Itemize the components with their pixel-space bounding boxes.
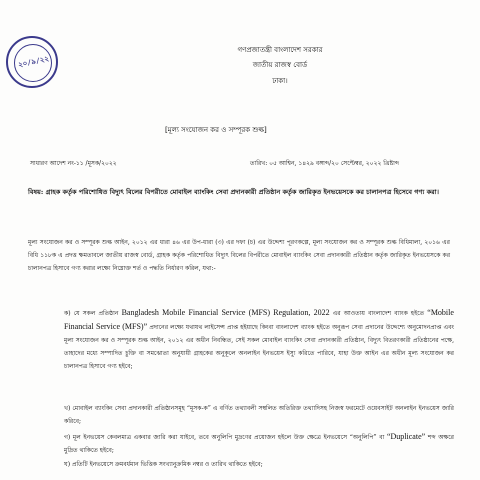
clause-ka: ক) যে সকল প্রতিষ্ঠান Bangladesh Mobile Financial Service (MFS) Regulation, 2022 এর আওতায় বাংলাদেশ ব্যাংক হইতে “Mobile Financial Service (MFS)” প্রদানের লক্ষ্যে যথাযথ লাইসেন্স প্রাপ্ত হইয়াছে কিংবা বাংলাদেশ ব্যাংক হইতে অনুরূপ সেবা প্রদানের উদ্দেশ্যে অনুমোদনপ্রাপ্ত এবং মূল্য সংযোজন কর ও সম্পূরক শুল্ক আইন, ২০১২ এর অধীন নিবন্ধিত, সেই সকল মোবাইল ব্যাংকিং সেবা প্রদানকারী প্রতিষ্ঠান, বিদ্যুৎ বিতরণকারী প্রতিষ্ঠানের পক্ষে, তাহাদের মধ্যে সম্পাদিত চুক্তি বা সমঝোতা অনুযায়ী গ্রাহকের অনুকূলে অনলাইন ইনভয়েস ইস্যু করিতে পারিবে, যাহা উক্ত আইন এর অধীন মূল্য সংযোজন কর চালানপত্র হিসাবে গণ্য হইবে; [64, 308, 454, 370]
subject-line [28, 186, 448, 198]
clause-marker: খ) [64, 405, 71, 412]
header-board: জাতীয় রাজস্ব বোর্ড [252, 61, 308, 69]
clause-marker: গ) [64, 434, 71, 441]
office-seal-stamp: ২০/৯/২২ [6, 36, 58, 88]
section-title: [মূল্য সংযোজন কর ও সম্পূরক শুল্ক] [165, 126, 267, 134]
subject-text: গ্রাহক কর্তৃক পরিশোধিত বিদ্যুৎ বিলের বিপরীতে মোবাইল ব্যাংকিং সেবা প্রদানকারী প্রতিষ্ঠান কর্তৃক জারিকৃত ইনভয়েসকে কর চালানপত্র হিসেবে গণ্য করা। [45, 188, 439, 196]
clause-marker: ক) [64, 310, 71, 317]
clause-gha: ঘ) প্রতিটি ইনভয়েসে ক্রমবর্ধমান ভিত্তিক সংখ্যানুক্রমিক নম্বর ও তারিখ থাকিতে হইবে; [64, 461, 263, 468]
clause-marker: ঘ) [64, 461, 71, 468]
clause-kha: খ) মোবাইল ব্যাংকিং সেবা প্রদানকারী প্রতিষ্ঠানসমূহ “মূসক-ক” এ বর্ণিত তথ্যাবলী সম্বলিত অতিরিক্ত তথ্যাদিসহ নিজস্ব ফরমেটে ওয়েবসাইট অনলাইন ইনভয়েস জারি করিবে; [64, 405, 454, 425]
header-government: গণপ্রজাতন্ত্রী বাংলাদেশ সরকার [237, 46, 323, 54]
order-date: তারিখ: ০৫ আশ্বিন, ১৪২৯ বঙ্গাব্দ/২০ সেপ্টেম্বর, ২০২২ খ্রিষ্টাব্দ [250, 160, 400, 167]
header-city: ঢাকা। [272, 77, 288, 85]
clause-ga: গ) মূল ইনভয়েস কেবলমাত্র একবার জারি করা যাইবে, তবে অনুলিপি মুদ্রণের প্রয়োজন হইলে উক্ত ক্ষেত্রে ইনভয়েসে “অনুলিপি” বা “Duplicate” শব্দ অক্ষরে মুদ্রিত থাকিতে হইবে; [64, 432, 454, 454]
subject-label: বিষয়: [28, 188, 44, 196]
intro-paragraph: মূল্য সংযোজন কর ও সম্পূরক শুল্ক আইন, ২০১২ এর ধারা ৪৬ এর উপ-ধারা (৩) এর দফা (চ) এর উদ্দেশ্য পূরণকল্পে, মূল্য সংযোজন কর ও সম্পূরক শুল্ক বিধিমালা, ২০১৬ এর বিধি ১১৮ক এ প্রদত্ত ক্ষমতাবলে জাতীয় রাজস্ব বোর্ড, গ্রাহক কর্তৃক পরিশোধিত বিদ্যুৎ বিলের বিপরীতে মোবাইল ব্যাংকিং সেবা প্রদানকারী প্রতিষ্ঠান কর্তৃক জারিকৃত ইনভয়েসকে কর চালানপত্র হিসাবে গণ্য করার লক্ষ্যে নিম্নোক্ত শর্ত ও পদ্ধতি নির্ধারণ করিল, যথা:- [28, 239, 450, 272]
order-number: সাধারণ আদেশ নং-১১ /মূসক/২০২২ [30, 160, 117, 167]
